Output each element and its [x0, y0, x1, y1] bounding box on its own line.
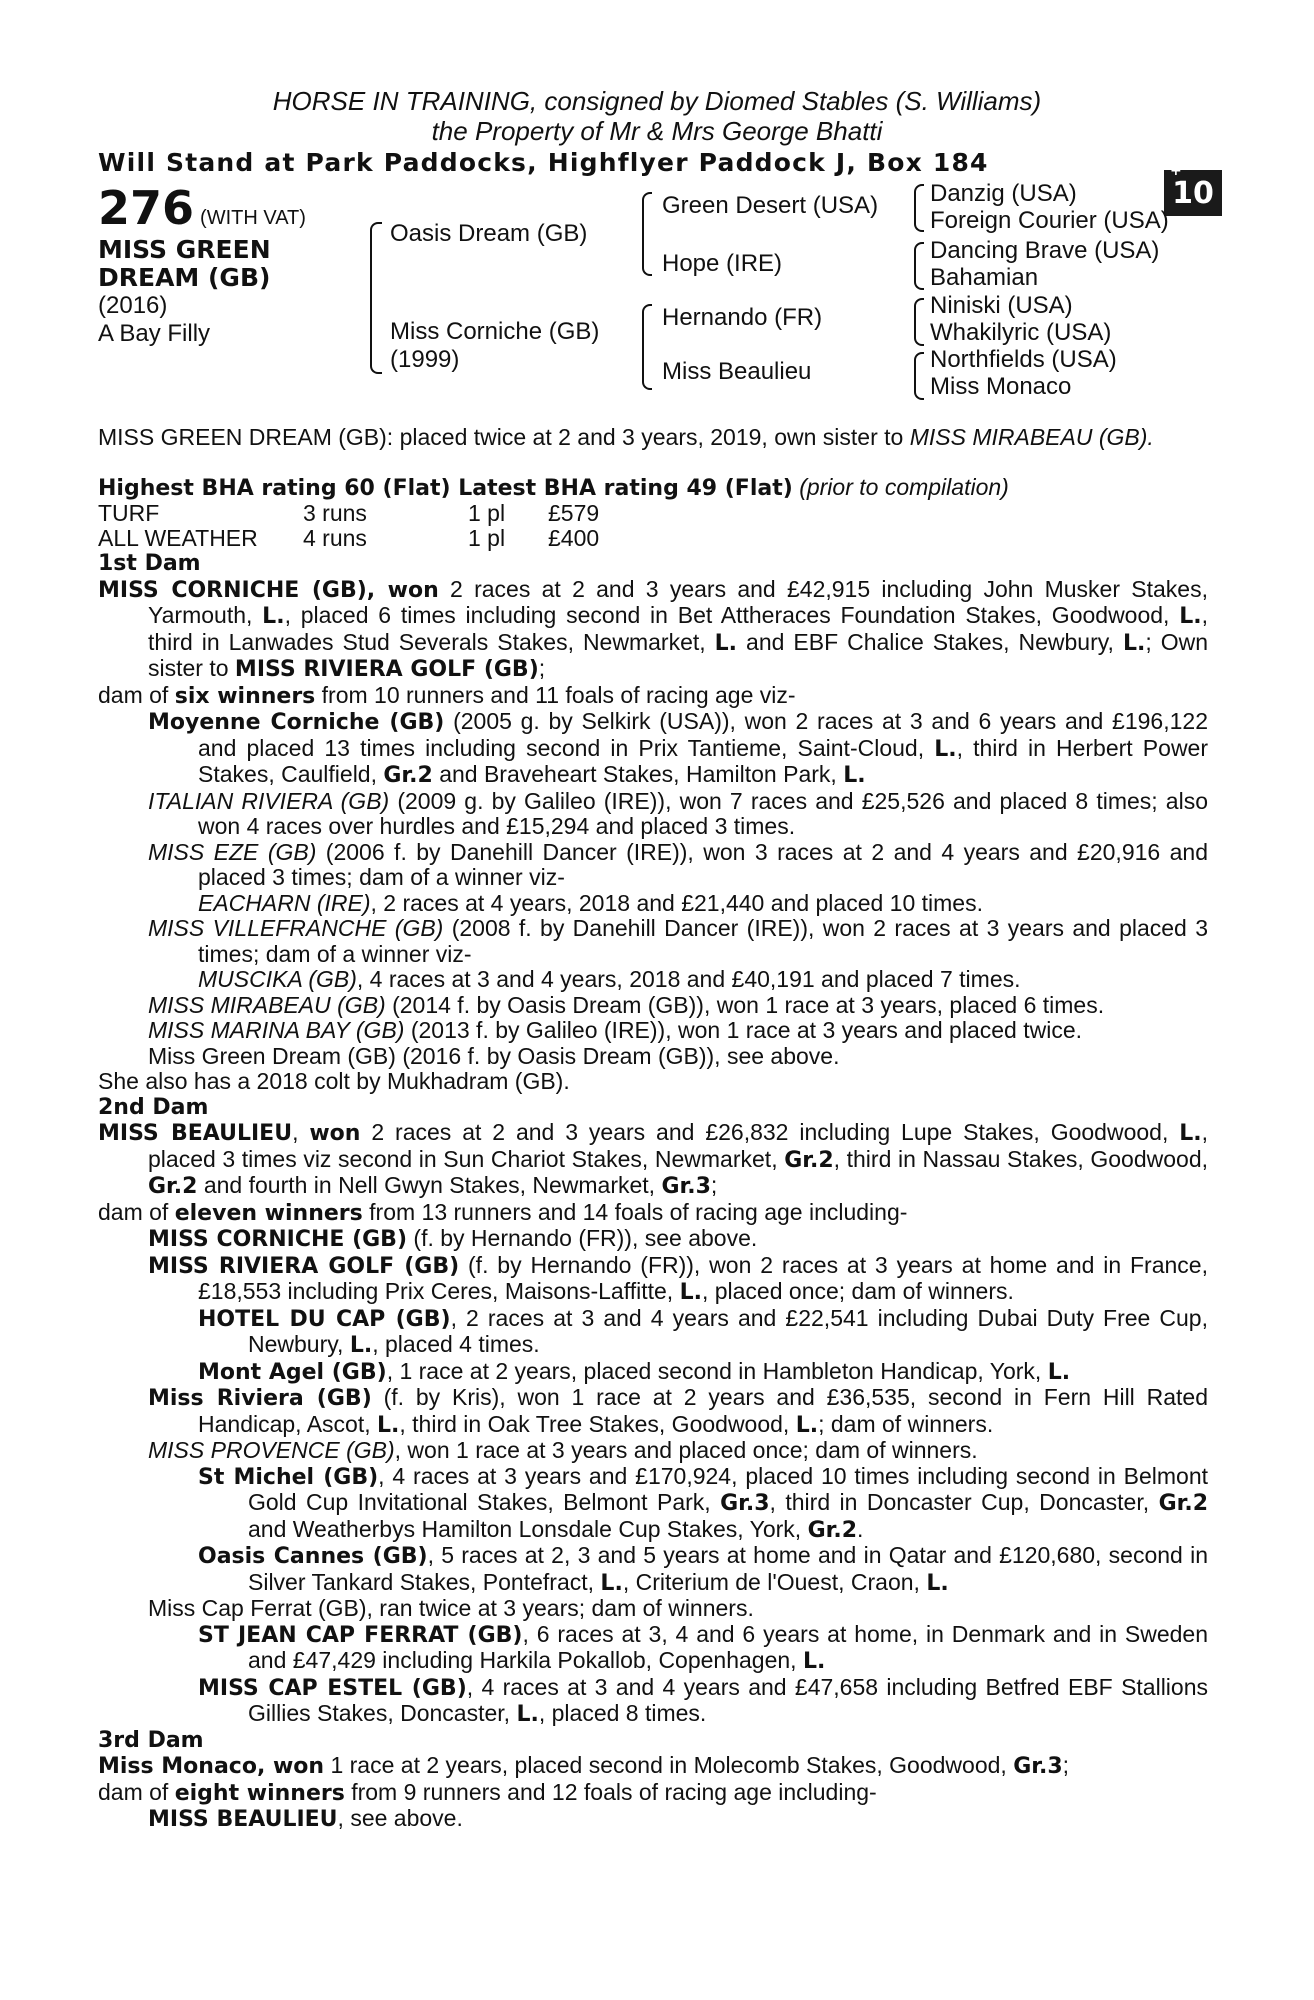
foal-year: (2016)	[98, 292, 168, 319]
horse-description: A Bay Filly	[98, 320, 211, 347]
rating-line: Highest BHA rating 60 (Flat) Latest BHA rating 49 (Flat) (prior to compilation)	[98, 473, 1009, 501]
summary: MISS GREEN DREAM (GB): placed twice at 2 and 3 years, 2019, own sister to MISS MIRABEAU (GB).	[98, 424, 1154, 450]
third-dam-record: Miss Monaco, won 1 race at 2 years, placed second in Molecomb Stakes, Goodwood, Gr.3;	[98, 1752, 1070, 1779]
sds: Dancing Brave (USA)	[930, 237, 1160, 264]
ddd: Miss Monaco	[930, 373, 1072, 400]
list-item: MISS MARINA BAY (GB) (2013 f. by Galileo (IRE)), won 1 race at 3 years and placed twice.	[148, 1017, 1082, 1043]
sdd: Bahamian	[930, 264, 1039, 291]
table-row: ALL WEATHER 4 runs 1 pl £400	[98, 525, 600, 551]
ten-plus-badge-icon: + 10	[1164, 170, 1222, 216]
second-dam-heading: 2nd Dam	[98, 1094, 209, 1120]
list-item: Mont Agel (GB), 1 race at 2 years, placed second in Hambleton Handicap, York, L.	[198, 1357, 1071, 1385]
first-dam-record: MISS CORNICHE (GB), won 2 races at 2 and 3 years and £42,915 including John Musker Stakes, Yarmouth, L., placed 6 times including second in Bet Attheraces Foundation Stakes, Goodwood, L., third in Lanwades Stud Severals Stakes, Newmarket, L. and EBF Chalice Stakes, Newbury, L.; Own sister to MISS RIVIERA GOLF (GB);	[98, 575, 1209, 682]
third-dam-produce: dam of eight winners from 9 runners and 12 foals of racing age including-	[98, 1778, 877, 1806]
sss: Danzig (USA)	[930, 180, 1077, 207]
dam-dam: Miss Beaulieu	[662, 358, 812, 385]
list-item: MUSCIKA (GB), 4 races at 3 and 4 years, 2018 and £40,191 and placed 7 times.	[198, 966, 1021, 992]
sire-sire: Green Desert (USA)	[662, 192, 879, 219]
list-item: MISS RIVIERA GOLF (GB) (f. by Hernando (FR)), won 2 races at 3 years at home and in France, £18,553 including Prix Ceres, Maisons-Laffitte, L., placed once; dam of winners.	[148, 1251, 1208, 1305]
first-dam-heading: 1st Dam	[98, 551, 201, 576]
pedigree-brace	[642, 304, 652, 390]
pedigree-brace	[914, 184, 924, 232]
list-item: MISS BEAULIEU, see above.	[148, 1805, 463, 1832]
list-item: St Michel (GB), 4 races at 3 years and £170,924, placed 10 times including second in Belmont Gold Cup Invitational Stakes, Belmont Park, Gr.3, third in Doncaster Cup, Doncaster, Gr.2 and Weatherbys Hamilton Lonsdale Cup Stakes, York, Gr.2.	[198, 1462, 1208, 1543]
list-item: MISS EZE (GB) (2006 f. by Danehill Dancer (IRE)), won 3 races at 2 and 4 years and £20,916 and placed 3 times; dam of a winner viz-	[148, 838, 1209, 890]
dam: Miss Corniche (GB)	[390, 318, 600, 345]
second-dam-record: MISS BEAULIEU, won 2 races at 2 and 3 years and £26,832 including Lupe Stakes, Goodwood, L., placed 3 times viz second in Sun Chariot Stakes, Newmarket, Gr.2, third in Nassau Stakes, Goodwood, Gr.2 and fourth in Nell Gwyn Stakes, Newmarket, Gr.3;	[98, 1119, 1209, 1199]
list-item: HOTEL DU CAP (GB), 2 races at 3 and 4 years and £22,541 including Dubai Duty Free Cup, Newbury, L., placed 4 times.	[198, 1304, 1208, 1358]
consignor-line: HORSE IN TRAINING, consigned by Diomed Stables (S. Williams)	[272, 86, 1042, 116]
list-item: Moyenne Corniche (GB) (2005 g. by Selkirk (USA)), won 2 races at 3 and 6 years and £196,122 and placed 13 times including second in Prix Tantieme, Saint-Cloud, L., third in Herbert Power Stakes, Caulfield, Gr.2 and Braveheart Stakes, Hamilton Park, L.	[148, 708, 1209, 788]
list-item: MISS MIRABEAU (GB) (2014 f. by Oasis Dream (GB)), won 1 race at 3 years, placed 6 times.	[148, 991, 1105, 1018]
list-item: MISS CORNICHE (GB) (f. by Hernando (FR)), see above.	[148, 1225, 758, 1252]
list-item: Miss Riviera (GB) (f. by Kris), won 1 race at 2 years and £36,535, second in Fern Hill Rated Handicap, Ascot, L., third in Oak Tree Stakes, Goodwood, L.; dam of winners.	[148, 1384, 1208, 1438]
list-item: Miss Cap Ferrat (GB), ran twice at 3 years; dam of winners.	[148, 1595, 754, 1621]
dds: Northfields (USA)	[930, 346, 1117, 373]
race-record-table	[98, 501, 599, 551]
dss: Niniski (USA)	[930, 292, 1073, 319]
dam-year: (1999)	[390, 346, 460, 373]
sire-dam: Hope (IRE)	[662, 250, 783, 277]
list-item: Oasis Cannes (GB), 5 races at 2, 3 and 5 years at home and in Qatar and £120,680, second in Silver Tankard Stakes, Pontefract, L., Criterium de l'Ouest, Craon, L.	[198, 1542, 1208, 1596]
pedigree-brace	[914, 298, 924, 346]
first-dam-produce: dam of six winners from 10 runners and 11 foals of racing age viz-	[98, 681, 796, 709]
list-item: EACHARN (IRE), 2 races at 4 years, 2018 and £21,440 and placed 10 times.	[198, 889, 983, 916]
list-item: She also has a 2018 colt by Mukhadram (GB).	[98, 1068, 570, 1094]
catalogue-body	[98, 425, 1208, 1833]
list-item: ITALIAN RIVIERA (GB) (2009 g. by Galileo (IRE)), won 7 races and £25,526 and placed 8 times; also won 4 races over hurdles and £15,294 and placed 3 times.	[148, 787, 1208, 839]
list-item: Miss Green Dream (GB) (2016 f. by Oasis Dream (GB)), see above.	[148, 1042, 840, 1069]
horse-name: MISS GREEN DREAM (GB)	[98, 235, 271, 292]
lot-number: 276 (WITH VAT)	[98, 181, 306, 235]
sire: Oasis Dream (GB)	[390, 220, 588, 247]
pedigree-brace	[642, 192, 652, 276]
dsd: Whakilyric (USA)	[930, 319, 1112, 346]
list-item: MISS VILLEFRANCHE (GB) (2008 f. by Danehill Dancer (IRE)), won 2 races at 3 years and placed 3 times; dam of a winner viz-	[148, 915, 1209, 967]
pedigree-brace	[914, 242, 924, 290]
owner-line: the Property of Mr & Mrs George Bhatti	[431, 116, 883, 146]
stand-location: Will Stand at Park Paddocks, Highflyer Paddock J, Box 184	[98, 148, 989, 177]
list-item: ST JEAN CAP FERRAT (GB), 6 races at 3, 4 and 6 years at home, in Denmark and in Sweden and £47,429 including Harkila Pokallob, Copenhagen, L.	[198, 1620, 1208, 1674]
second-dam-produce: dam of eleven winners from 13 runners and 14 foals of racing age including-	[98, 1198, 908, 1226]
table-row: TURF 3 runs 1 pl £579	[98, 500, 600, 526]
pedigree-brace	[370, 222, 382, 374]
pedigree-brace	[914, 352, 924, 400]
dam-sire: Hernando (FR)	[662, 304, 823, 331]
ssd: Foreign Courier (USA)	[930, 207, 1169, 234]
list-item: MISS PROVENCE (GB), won 1 race at 3 years and placed once; dam of winners.	[148, 1437, 978, 1463]
third-dam-heading: 3rd Dam	[98, 1727, 204, 1753]
list-item: MISS CAP ESTEL (GB), 4 races at 3 and 4 years and £47,658 including Betfred EBF Stallions Gillies Stakes, Doncaster, L., placed 8 times.	[198, 1673, 1208, 1727]
